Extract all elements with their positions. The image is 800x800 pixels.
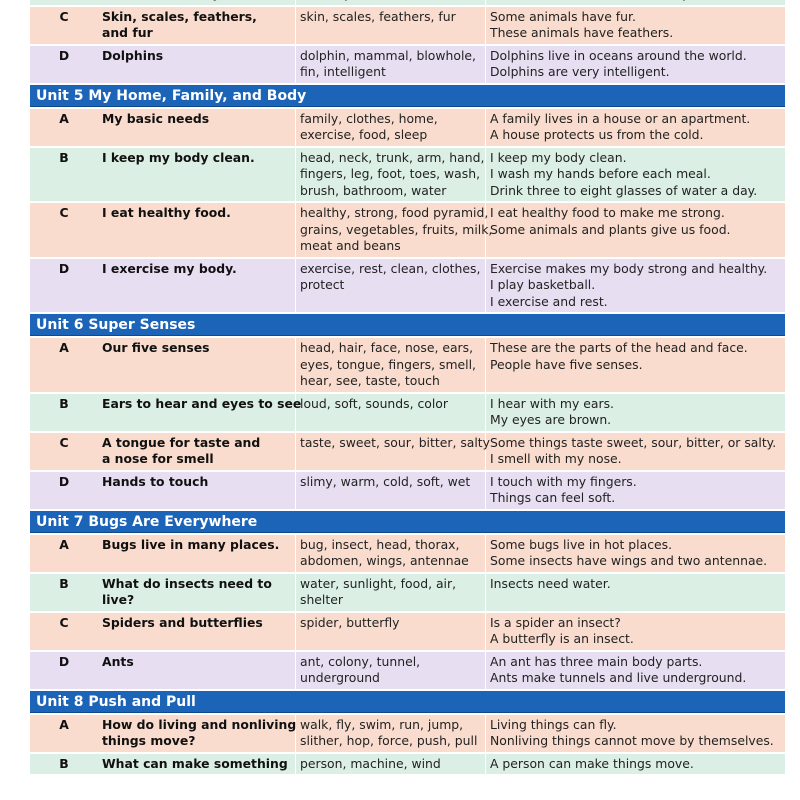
lesson-cell — [98, 0, 296, 5]
sentence-line: Dolphins are very intelligent. — [490, 64, 670, 79]
sentence-line: I touch with my fingers. — [490, 473, 637, 489]
sentence-line: Exercise makes my body strong and healthy. — [490, 260, 768, 276]
sentence-line: People have five senses. — [490, 356, 643, 372]
vocab-line: slither, hop, force, push, pull — [300, 733, 478, 748]
sentence-line: Ants make tunnels and live underground. — [490, 670, 747, 685]
vocab-cell — [296, 0, 486, 5]
sentence-line: A house protects us from the cold. — [490, 127, 704, 142]
sent-cell — [486, 574, 785, 611]
vocab-line: water, sunlight, food, air, — [300, 575, 457, 591]
sent-cell — [486, 433, 785, 470]
vocab-cell — [296, 613, 486, 650]
vocab-line: person, machine, wind — [300, 755, 441, 771]
lesson-letter: C — [59, 205, 69, 220]
sent-cell — [486, 394, 785, 431]
vocab-cell — [296, 715, 486, 752]
lesson-row — [30, 472, 785, 509]
vocab-line — [300, 0, 481, 3]
sentence-line: Some bugs live in hot places. — [490, 536, 673, 552]
vocab-line: head, hair, face, nose, ears, — [300, 340, 474, 355]
lesson-row — [30, 46, 785, 83]
lesson-letter: D — [58, 260, 70, 276]
vocab-line: slimy, warm, cold, soft, wet — [300, 473, 471, 489]
lesson-row — [30, 7, 785, 44]
lesson-letter: B — [59, 395, 69, 411]
sent-cell — [486, 613, 785, 650]
vocab-line: dolphin, mammal, blowhole, — [300, 47, 476, 63]
lesson-row — [30, 109, 785, 146]
sent-cell — [486, 0, 785, 5]
sent-cell — [486, 148, 785, 202]
vocab-cell — [296, 259, 486, 313]
vocab-line: fingers, leg, foot, toes, wash, — [300, 166, 481, 181]
vocab-line: walk, fly, swim, run, jump, — [300, 716, 464, 732]
vocab-line: loud, soft, sounds, color — [300, 395, 448, 411]
lesson-row — [30, 338, 785, 392]
vocab-cell — [296, 754, 486, 775]
vocab-line: hear, see, taste, touch — [300, 373, 440, 388]
sentence-line — [490, 0, 781, 3]
vocab-cell — [296, 148, 486, 202]
sentence-line: I wash my hands before each meal. — [490, 166, 711, 181]
lesson-title-line: a nose for smell — [102, 451, 214, 466]
vocab-cell — [296, 433, 490, 470]
sentence-line: Things can feel soft. — [490, 490, 616, 505]
lesson-row — [30, 259, 785, 313]
lesson-cell — [98, 109, 296, 146]
lesson-row — [30, 203, 785, 257]
sent-cell — [486, 203, 785, 257]
lesson-cell — [98, 203, 296, 257]
vocab-line: exercise, rest, clean, clothes, — [300, 260, 481, 276]
sentence-line: Is a spider an insect? — [490, 614, 621, 630]
sent-cell — [486, 7, 785, 44]
sentence-line: These are the parts of the head and face. — [490, 340, 748, 355]
lesson-row — [30, 652, 785, 689]
lesson-letter: A — [59, 340, 69, 355]
lesson-title-line: and fur — [102, 25, 153, 40]
lesson-title-line: I exercise my body. — [102, 260, 237, 276]
vocab-line: eyes, tongue, fingers, smell, — [300, 356, 476, 372]
lesson-row — [30, 574, 785, 611]
vocab-cell — [296, 109, 486, 146]
lesson-title-line: I keep my body clean. — [102, 149, 255, 165]
unit-block — [30, 691, 785, 775]
lesson-cell — [98, 148, 296, 202]
vocab-line: meat and beans — [300, 238, 401, 253]
sent-cell — [486, 338, 785, 392]
sent-cell — [486, 652, 785, 689]
sentence-line: Nonliving things cannot move by themselves. — [490, 733, 774, 748]
unit-header: Unit 7 Bugs Are Everywhere — [30, 511, 785, 533]
vocab-line: grains, vegetables, fruits, milk, — [300, 221, 493, 237]
vocab-line: fin, intelligent — [300, 64, 386, 79]
vocab-cell — [296, 535, 486, 572]
sentence-line: A butterfly is an insect. — [490, 631, 634, 646]
vocab-cell — [296, 394, 486, 431]
sentence-line: A family lives in a house or an apartment. — [490, 110, 751, 126]
sent-cell — [486, 715, 785, 752]
lesson-letter: C — [59, 8, 69, 24]
sentence-line: My eyes are brown. — [490, 412, 612, 427]
sentence-line: Living things can fly. — [490, 716, 617, 732]
vocab-line: brush, bathroom, water — [300, 182, 447, 198]
lesson-title-line: What do insects need to — [102, 575, 272, 591]
lesson-title-line: Ears to hear and eyes to see — [102, 395, 302, 411]
sentence-line: Some animals and plants give us food. — [490, 221, 731, 237]
lesson-cell — [98, 652, 296, 689]
vocab-cell — [296, 7, 486, 44]
lesson-cell — [98, 574, 296, 611]
lesson-letter: D — [58, 47, 70, 63]
sentence-line: I eat healthy food to make me strong. — [490, 205, 725, 220]
unit-block — [30, 511, 785, 689]
vocab-line: healthy, strong, food pyramid, — [300, 205, 489, 220]
vocab-line: taste, sweet, sour, bitter, salty — [300, 434, 490, 450]
vocab-line: underground — [300, 670, 380, 685]
contents-table — [30, 0, 785, 776]
vocab-line: head, neck, trunk, arm, hand, — [300, 149, 485, 165]
sentence-line: Insects need water. — [490, 575, 611, 591]
lesson-letter: A — [59, 110, 69, 126]
vocab-line: protect — [300, 277, 345, 292]
lesson-title-line: My basic needs — [102, 110, 210, 126]
lesson-row — [30, 754, 785, 775]
lesson-cell — [98, 46, 296, 83]
vocab-line: family, clothes, home, — [300, 110, 438, 126]
sent-cell — [486, 472, 785, 509]
sent-cell — [486, 259, 785, 313]
lesson-cell — [98, 754, 296, 775]
lesson-cell — [98, 7, 296, 44]
vocab-cell — [296, 203, 493, 257]
sent-cell — [486, 109, 785, 146]
unit-header: Unit 6 Super Senses — [30, 314, 785, 336]
lesson-row — [30, 394, 785, 431]
vocab-cell — [296, 472, 486, 509]
lesson-cell — [98, 715, 296, 752]
lesson-letter: A — [59, 536, 69, 552]
lesson-cell — [98, 535, 296, 572]
lesson-title-line — [102, 0, 291, 3]
sentence-line: Some things taste sweet, sour, bitter, or salty. — [490, 434, 777, 450]
lesson-title-line: Bugs live in many places. — [102, 536, 280, 552]
lesson-letter: B — [59, 575, 69, 591]
unit-header: Unit 5 My Home, Family, and Body — [30, 85, 785, 107]
sentence-line: A person can make things move. — [490, 755, 694, 771]
vocab-cell — [296, 46, 486, 83]
lesson-row — [30, 0, 785, 5]
vocab-cell — [296, 574, 486, 611]
vocab-cell — [296, 652, 486, 689]
vocab-line: exercise, food, sleep — [300, 127, 428, 142]
lesson-row — [30, 148, 785, 202]
unit-header: Unit 8 Push and Pull — [30, 691, 785, 713]
lesson-row — [30, 613, 785, 650]
lesson-letter: C — [59, 434, 69, 450]
lesson-letter — [30, 0, 98, 5]
lesson-letter: B — [59, 755, 69, 771]
lesson-title-line: Hands to touch — [102, 473, 209, 489]
lesson-cell — [98, 433, 296, 470]
sent-cell — [486, 535, 785, 572]
sentence-line: I smell with my nose. — [490, 451, 622, 466]
unit-block — [30, 314, 785, 509]
lesson-title-line: What can make something — [102, 755, 288, 771]
sentence-line: These animals have feathers. — [490, 25, 674, 40]
lesson-cell — [98, 259, 296, 313]
sentence-line: An ant has three main body parts. — [490, 653, 703, 669]
vocab-line: skin, scales, feathers, fur — [300, 8, 456, 24]
lesson-cell — [98, 338, 296, 392]
lesson-title-line: Our five senses — [102, 340, 210, 355]
lesson-title-line: things move? — [102, 733, 196, 748]
sentence-line: I hear with my ears. — [490, 395, 614, 411]
lesson-title-line: I eat healthy food. — [102, 205, 231, 220]
lesson-letter: A — [59, 716, 69, 732]
lesson-cell — [98, 472, 296, 509]
sent-cell — [486, 754, 785, 775]
unit-block — [30, 85, 785, 313]
vocab-line: shelter — [300, 592, 343, 607]
lesson-cell — [98, 394, 302, 431]
lesson-row — [30, 433, 785, 470]
vocab-line: spider, butterfly — [300, 614, 400, 630]
lesson-row — [30, 535, 785, 572]
lesson-title-line: How do living and nonliving — [102, 716, 297, 732]
sentence-line: I keep my body clean. — [490, 149, 627, 165]
lesson-title-line: Spiders and butterflies — [102, 614, 263, 630]
vocab-line: bug, insect, head, thorax, — [300, 536, 460, 552]
unit-block — [30, 0, 785, 83]
sentence-line: Drink three to eight glasses of water a day. — [490, 182, 758, 198]
lesson-letter: D — [58, 473, 70, 489]
lesson-letter: C — [59, 614, 69, 630]
lesson-title-line: A tongue for taste and — [102, 434, 261, 450]
lesson-title-line: Skin, scales, feathers, — [102, 8, 257, 24]
lesson-cell — [98, 613, 296, 650]
sentence-line: I play basketball. — [490, 277, 596, 292]
lesson-title-line: Dolphins — [102, 47, 164, 63]
sent-cell — [486, 46, 785, 83]
lesson-letter: B — [59, 149, 69, 165]
sentence-line: Some insects have wings and two antennae. — [490, 553, 768, 568]
lesson-letter: D — [58, 653, 70, 669]
sentence-line: Dolphins live in oceans around the world. — [490, 47, 747, 63]
lesson-title-line: live? — [102, 592, 135, 607]
sentence-line: I exercise and rest. — [490, 293, 608, 309]
sentence-line: Some animals have fur. — [490, 8, 636, 24]
vocab-line: abdomen, wings, antennae — [300, 553, 469, 568]
lesson-title-line: Ants — [102, 653, 134, 669]
vocab-cell — [296, 338, 486, 392]
vocab-line: ant, colony, tunnel, — [300, 653, 421, 669]
lesson-row — [30, 715, 785, 752]
